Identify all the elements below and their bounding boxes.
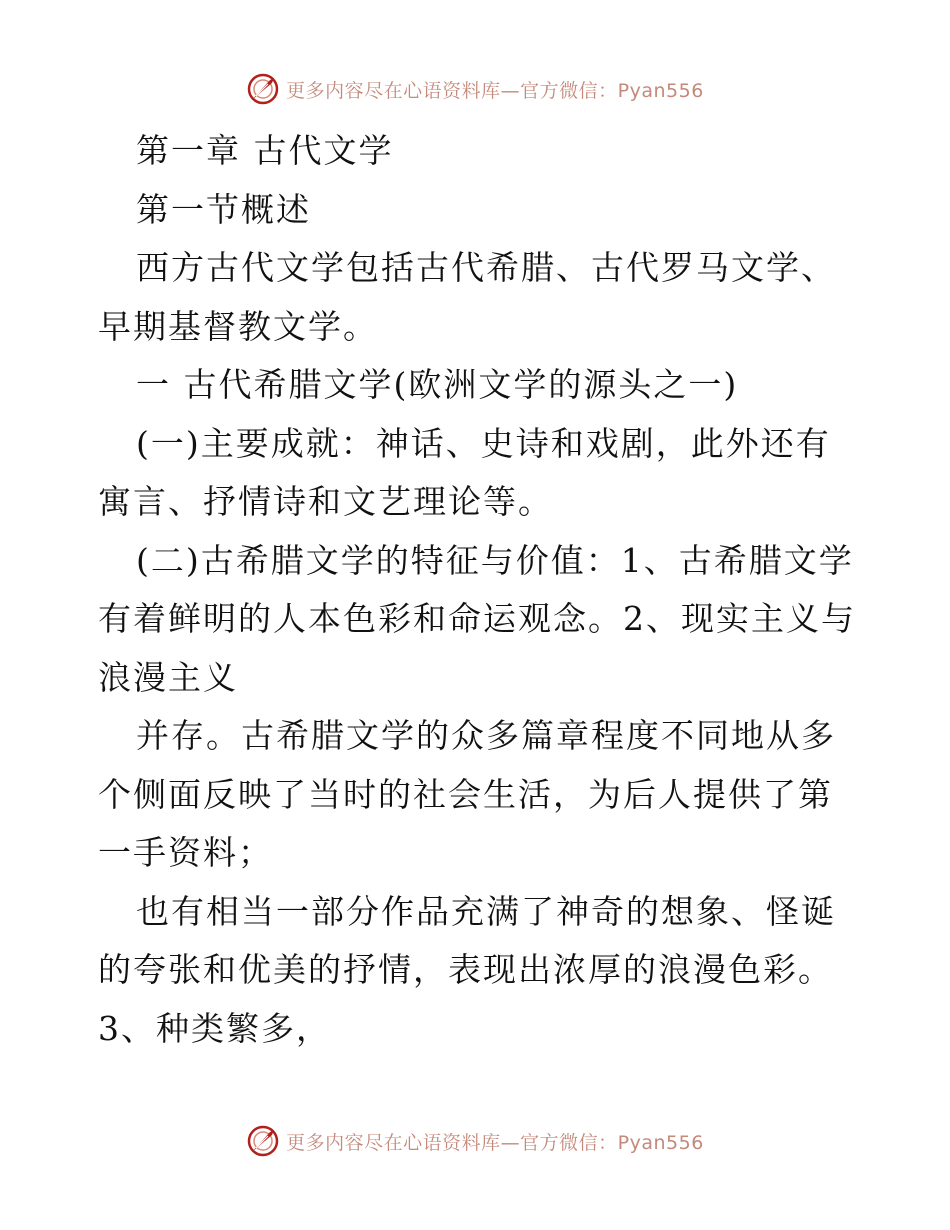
- subsection-heading: 一 古代希腊文学(欧洲文学的源头之一): [136, 365, 739, 404]
- header-watermark: [0, 72, 950, 106]
- body-paragraph: 西方古代文学包括古代希腊、古代罗马文学、早期基督教文学。: [98, 248, 836, 346]
- quill-logo-icon: [246, 72, 280, 106]
- body-paragraph: (一)主要成就：神话、史诗和戏剧，此外还有寓言、抒情诗和文艺理论等。: [98, 423, 831, 521]
- footer-watermark: [0, 1124, 950, 1158]
- watermark-text: 更多内容尽在心语资料库—官方微信：Pyan556: [286, 79, 704, 102]
- body-paragraph: 也有相当一部分作品充满了神奇的想象、怪诞的夸张和优美的抒情，表现出浓厚的浪漫色彩。3、种类繁多，: [98, 891, 836, 1048]
- section-title: 第一节概述: [136, 189, 311, 229]
- document-body: [98, 122, 856, 1058]
- chapter-title: 第一章 古代文学: [136, 131, 394, 170]
- quill-logo-icon: [246, 1124, 280, 1158]
- body-paragraph: 并存。古希腊文学的众多篇章程度不同地从多个侧面反映了当时的社会生活，为后人提供了第一手资料；: [98, 716, 836, 872]
- body-paragraph: (二)古希腊文学的特征与价值：1、古希腊文学有着鲜明的人本色彩和命运观念。2、现实主义与浪漫主义: [98, 540, 856, 697]
- watermark-text: 更多内容尽在心语资料库—官方微信：Pyan556: [286, 1131, 704, 1154]
